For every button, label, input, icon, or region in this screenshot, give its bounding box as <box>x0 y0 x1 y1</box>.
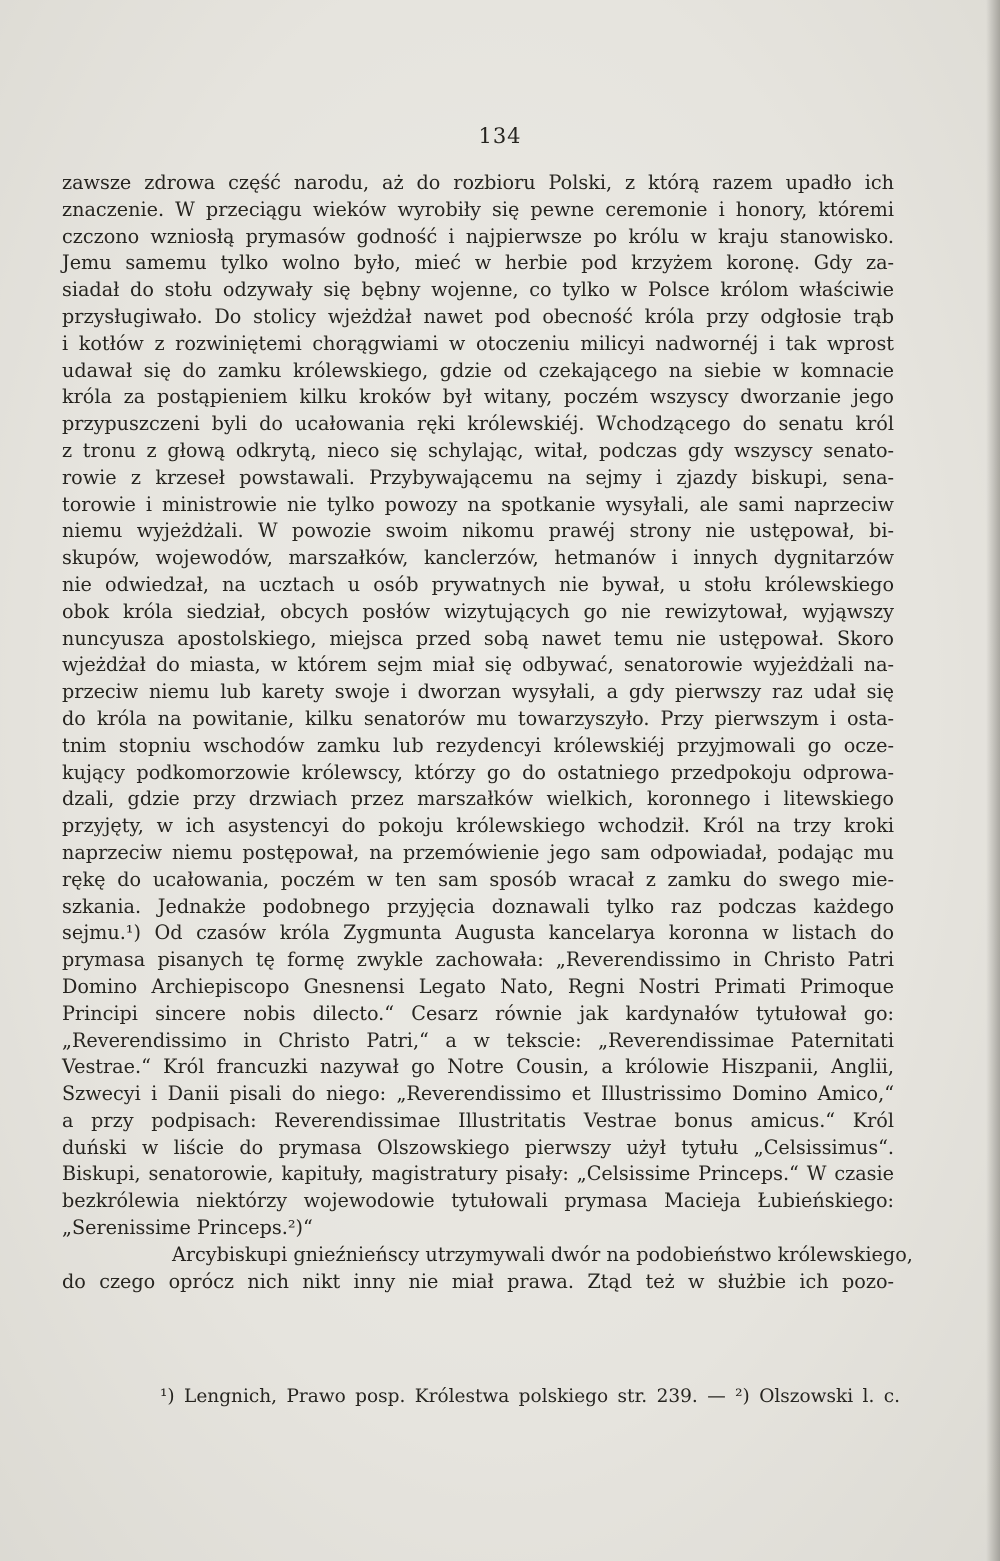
text-line: dzali, gdzie przy drzwiach przez marszałków wielkich, koronnego i litewskiego <box>62 787 894 811</box>
text-line: przeciw niemu lub karety swoje i dworzan wysyłali, a gdy pierwszy raz udał się <box>62 680 894 704</box>
text-line: rękę do ucałowania, poczém w ten sam sposób wracał z zamku do swego mie- <box>62 867 894 891</box>
text-line: do króla na powitanie, kilku senatorów mu towarzyszyło. Przy pierwszym i osta- <box>62 706 894 730</box>
text-line: z tronu z głową odkrytą, nieco się schylając, witał, podczas gdy wszyscy senato- <box>62 438 894 462</box>
text-line: naprzeciw niemu postępował, na przemówienie jego sam odpowiadał, podając mu <box>62 840 894 864</box>
text-line: Principi sincere nobis dilecto.“ Cesarz równie jak kardynałów tytułował go: <box>62 1001 894 1025</box>
footnote: ¹) Lengnich, Prawo posp. Królestwa polskiego str. 239. — ²) Olszowski l. c. <box>160 1386 900 1407</box>
text-line: „Serenissime Princeps.²)“ <box>62 1216 313 1240</box>
text-line: Szwecyi i Danii pisali do niego: „Reverendissimo et Illustrissimo Domino Amico,“ <box>62 1082 894 1106</box>
text-line: Arcybiskupi gnieźnieńscy utrzymywali dwór na podobieństwo królewskiego, <box>172 1242 913 1266</box>
body-text <box>62 170 913 1295</box>
page-number: 134 <box>478 124 522 148</box>
text-line: siadał do stołu odzywały się bębny wojenne, co tylko w Polsce królom właściwie <box>62 278 894 302</box>
text-line: udawał się do zamku królewskiego, gdzie od czekającego na siebie w komnacie <box>62 358 894 382</box>
text-line: obok króla siedział, obcych posłów wizytujących go nie rewizytował, wyjąwszy <box>62 599 894 623</box>
text-line: a przy podpisach: Reverendissimae Illustritatis Vestrae bonus amicus.“ Król <box>62 1108 894 1132</box>
text-line: zawsze zdrowa część narodu, aż do rozbioru Polski, z którą razem upadło ich <box>62 171 894 194</box>
text-line: Jemu samemu tylko wolno było, mieć w herbie pod krzyżem koronę. Gdy za- <box>62 251 894 275</box>
text-line: nie odwiedzał, na ucztach u osób prywatnych nie bywał, u stołu królewskiego <box>62 572 894 596</box>
text-line: Biskupi, senatorowie, kapituły, magistratury pisały: „Celsissime Princeps.“ W czasie <box>62 1162 894 1186</box>
text-line: tnim stopniu wschodów zamku lub rezydencyi królewskiéj przyjmowali go ocze- <box>62 733 894 757</box>
text-line: sejmu.¹) Od czasów króla Zygmunta Augusta kancelarya koronna w listach do <box>62 921 894 945</box>
text-line: i kotłów z rozwiniętemi chorągwiami w otoczeniu milicyi nadwornéj i tak wprost <box>62 331 894 355</box>
page-edge-shadow <box>986 0 1000 1561</box>
text-line: do czego oprócz nich nikt inny nie miał prawa. Ztąd też w służbie ich pozo- <box>62 1269 894 1293</box>
text-line: króla za postąpieniem kilku kroków był witany, poczém wszyscy dworzanie jego <box>62 385 894 409</box>
text-line: Vestrae.“ Król francuzki nazywał go Notre Cousin, a królowie Hiszpanii, Anglii, <box>62 1055 894 1079</box>
text-line: kujący podkomorzowie królewscy, którzy go do ostatniego przedpokoju odprowa- <box>62 760 894 784</box>
text-line: szkania. Jednakże podobnego przyjęcia doznawali tylko raz podczas każdego <box>62 894 894 918</box>
text-line: przypuszczeni byli do ucałowania ręki królewskiéj. Wchodzącego do senatu król <box>62 412 894 436</box>
text-line: przyjęty, w ich asystencyi do pokoju królewskiego wchodził. Król na trzy kroki <box>62 814 894 838</box>
text-line: duński w liście do prymasa Olszowskiego pierwszy użył tytułu „Celsissimus“. <box>62 1135 894 1159</box>
text-line: bezkrólewia niektórzy wojewodowie tytułowali prymasa Macieja Łubieńskiego: <box>62 1189 894 1213</box>
text-line: znaczenie. W przeciągu wieków wyrobiły się pewne ceremonie i honory, któremi <box>62 197 894 221</box>
text-line: nuncyusza apostolskiego, miejsca przed sobą nawet temu nie ustępował. Skoro <box>62 626 894 650</box>
text-line: Domino Archiepiscopo Gnesnensi Legato Nato, Regni Nostri Primati Primoque <box>62 974 894 998</box>
text-line: rowie z krzeseł powstawali. Przybywającemu na sejmy i zjazdy biskupi, sena- <box>62 465 894 489</box>
text-line: prymasa pisanych tę formę zwykle zachowała: „Reverendissimo in Christo Patri <box>62 948 894 972</box>
text-line: przysługiwało. Do stolicy wjeżdżał nawet pod obecność króla przy odgłosie trąb <box>62 304 894 328</box>
text-line: wjeżdżał do miasta, w którem sejm miał się odbywać, senatorowie wyjeżdżali na- <box>62 653 894 677</box>
text-line: skupów, wojewodów, marszałków, kanclerzów, hetmanów i innych dygnitarzów <box>62 546 894 570</box>
text-line: czczono wzniosłą prymasów godność i najpierwsze po królu w kraju stanowisko. <box>62 224 894 248</box>
text-line: niemu wyjeżdżali. W powozie swoim nikomu prawéj strony nie ustępował, bi- <box>62 519 894 543</box>
text-line: torowie i ministrowie nie tylko powozy na spotkanie wysyłali, ale sami naprzeciw <box>62 492 894 516</box>
text-line: „Reverendissimo in Christo Patri,“ a w tekscie: „Reverendissimae Paternitati <box>62 1028 894 1052</box>
